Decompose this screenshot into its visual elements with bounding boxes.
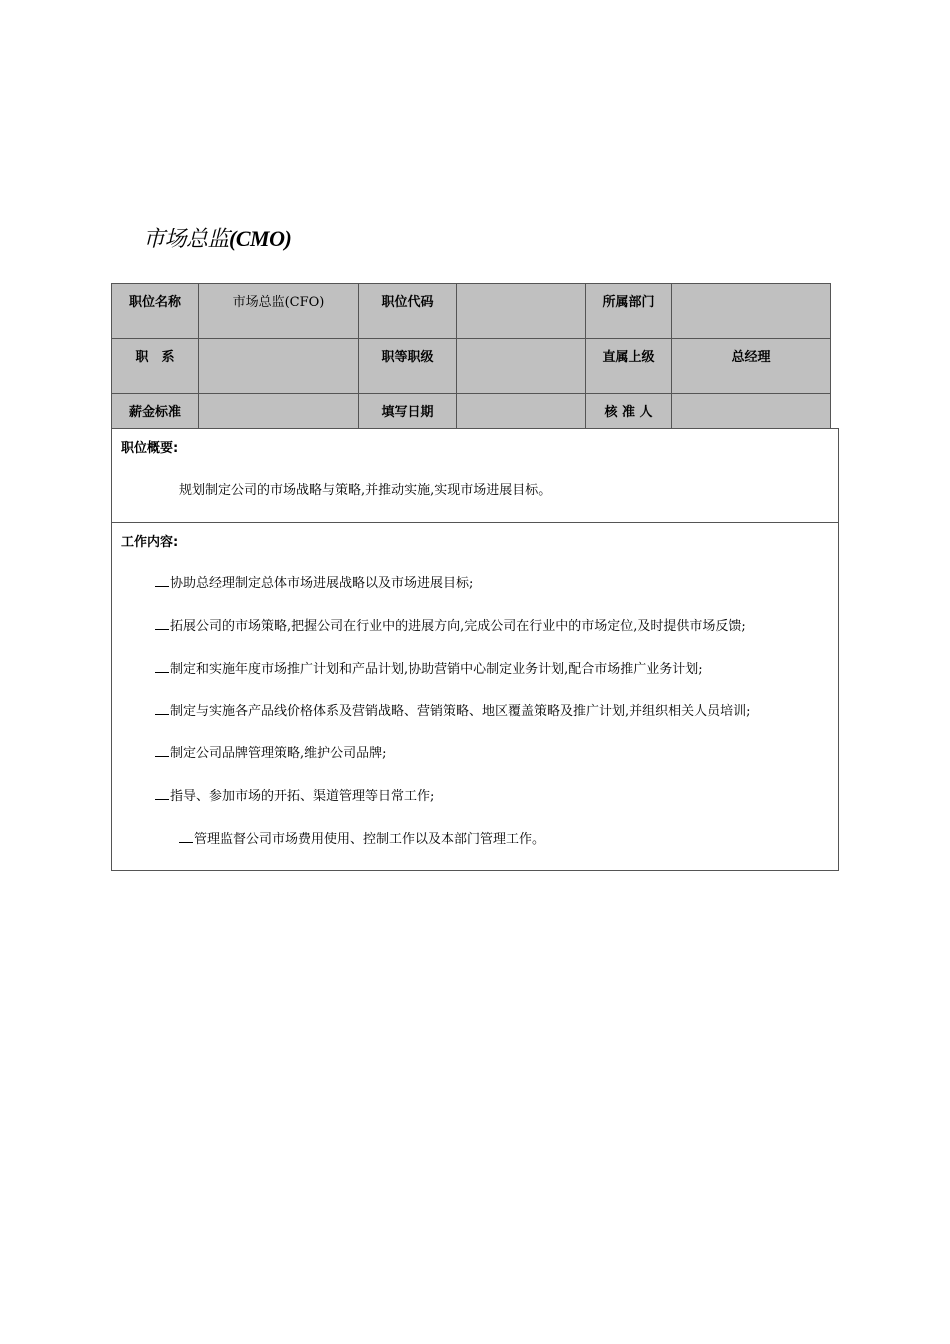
duties-heading: 工作内容:	[121, 535, 179, 550]
job-info-table	[111, 283, 831, 449]
duty-text: 拓展公司的市场策略,把握公司在行业中的进展方向,完成公司在行业中的市场定位,及时提供市场反馈;	[170, 619, 746, 634]
summary-text: 规划制定公司的市场战略与策略,并推动实施,实现市场进展目标。	[179, 483, 552, 498]
summary-heading: 职位概要:	[121, 441, 179, 456]
label-grade: 职等职级	[359, 339, 457, 394]
underline-mark	[179, 830, 193, 843]
title-latin: (CMO)	[229, 226, 292, 251]
list-item	[155, 742, 387, 761]
value-job-family	[199, 339, 359, 394]
value-position-name: 市场总监(CFO)	[199, 284, 359, 339]
underline-mark	[155, 702, 169, 715]
duties-section	[111, 522, 839, 871]
page-title	[143, 222, 291, 253]
label-approver: 核 准 人	[586, 394, 672, 449]
label-position-name: 职位名称	[112, 284, 199, 339]
duty-text: 指导、参加市场的开拓、渠道管理等日常工作;	[170, 789, 435, 804]
list-item	[155, 785, 434, 804]
duty-text: 协助总经理制定总体市场进展战略以及市场进展目标;	[170, 576, 474, 591]
duty-text: 制定与实施各产品线价格体系及营销战略、营销策略、地区覆盖策略及推广计划,并组织相关人员培训;	[170, 704, 751, 719]
table-row	[112, 339, 831, 394]
label-department: 所属部门	[586, 284, 672, 339]
value-supervisor: 总经理	[672, 339, 831, 394]
title-cn: 市场总监	[143, 227, 230, 252]
list-item	[155, 615, 746, 634]
list-item	[155, 658, 703, 677]
list-item	[179, 828, 545, 847]
label-fill-date: 填写日期	[359, 394, 457, 449]
underline-mark	[155, 744, 169, 757]
value-department	[672, 284, 831, 339]
underline-mark	[155, 574, 169, 587]
list-item	[155, 572, 473, 591]
label-position-code: 职位代码	[359, 284, 457, 339]
label-job-family: 职 系	[112, 339, 199, 394]
underline-mark	[155, 660, 169, 673]
label-supervisor: 直属上级	[586, 339, 672, 394]
list-item	[155, 700, 751, 719]
underline-mark	[155, 787, 169, 800]
summary-section	[111, 428, 839, 523]
duty-text: 制定和实施年度市场推广计划和产品计划,协助营销中心制定业务计划,配合市场推广业务计划;	[170, 662, 703, 677]
duty-text: 制定公司品牌管理策略,维护公司品牌;	[170, 746, 387, 761]
duty-text: 管理监督公司市场费用使用、控制工作以及本部门管理工作。	[194, 832, 546, 847]
value-position-code	[457, 284, 586, 339]
underline-mark	[155, 617, 169, 630]
value-grade	[457, 339, 586, 394]
label-salary: 薪金标准	[112, 394, 199, 449]
table-row	[112, 284, 831, 339]
